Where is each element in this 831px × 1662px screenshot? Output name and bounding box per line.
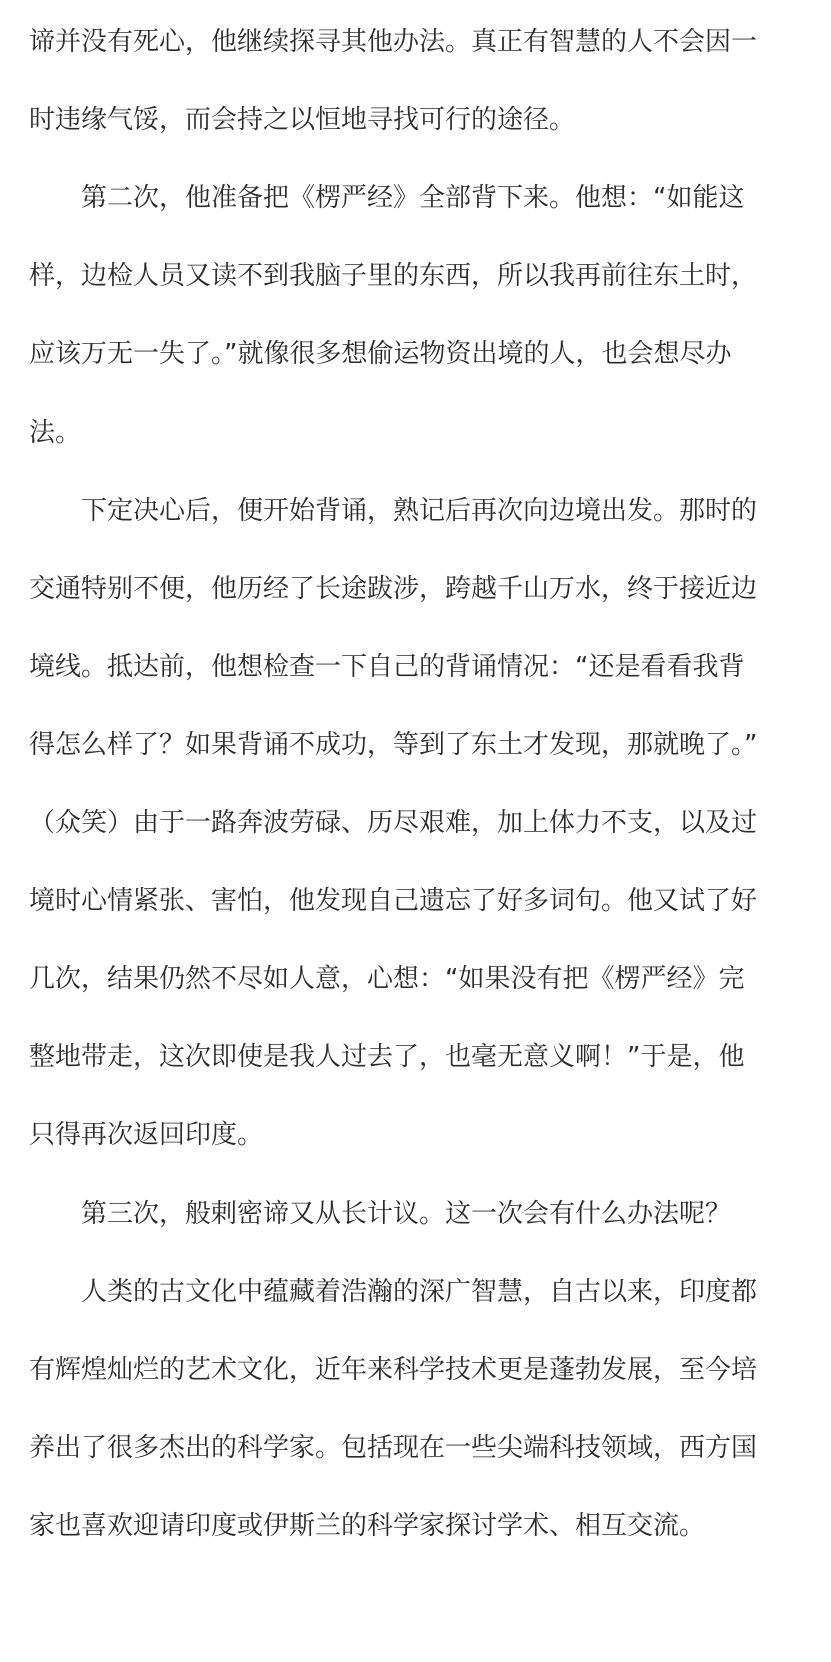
text-line-7: 下定决心后，便开始背诵，熟记后再次向边境出发。那时的 [81,495,758,526]
text-line-14: 整地带走，这次即使是我人过去了，也毫无意义啊！”于是，他 [29,1042,745,1073]
text-line-11: （众笑）由于一路奔波劳碌、历尽艰难，加上体力不支，以及过 [29,808,758,838]
text-line-17: 人类的古文化中蕴藏着浩瀚的深广智慧，自古以来，印度都 [81,1276,758,1307]
text-line-3: 第二次，他准备把《楞严经》全部背下来。他想：“如能这 [81,183,745,214]
text-line-9: 境线。抵达前，他想检查一下自己的背诵情况：“还是看看我背 [29,651,745,682]
text-line-4: 样，边检人员又读不到我脑子里的东西，所以我再前往东土时， [29,261,758,292]
text-line-2: 时违缘气馁，而会持之以恒地寻找可行的途径。 [29,105,576,136]
text-line-15: 只得再次返回印度。 [29,1120,264,1151]
text-line-6: 法。 [29,417,82,448]
text-line-5: 应该万无一失了。”就像很多想偷运物资出境的人，也会想尽办 [29,339,732,370]
text-line-18: 有辉煌灿烂的艺术文化，近年来科学技术更是蓬勃发展，至今培 [29,1354,758,1385]
text-line-1: 谛并没有死心，他继续探寻其他办法。真正有智慧的人不会因一 [29,27,758,57]
text-line-12: 境时心情紧张、害怕，他发现自己遗忘了好多词句。他又试了好 [29,886,758,917]
text-line-13: 几次，结果仍然不尽如人意，心想：“如果没有把《楞严经》完 [29,964,745,995]
text-line-10: 得怎么样了？如果背诵不成功，等到了东土才发现，那就晚了。” [29,729,758,760]
text-line-20: 家也喜欢迎请印度或伊斯兰的科学家探讨学术、相互交流。 [29,1510,706,1541]
text-line-19: 养出了很多杰出的科学家。包括现在一些尖端科技领域，西方国 [29,1432,758,1463]
text-line-16: 第三次，般剌密谛又从长计议。这一次会有什么办法呢？ [81,1198,732,1229]
text-line-8: 交通特别不便，他历经了长途跋涉，跨越千山万水，终于接近边 [29,573,758,604]
